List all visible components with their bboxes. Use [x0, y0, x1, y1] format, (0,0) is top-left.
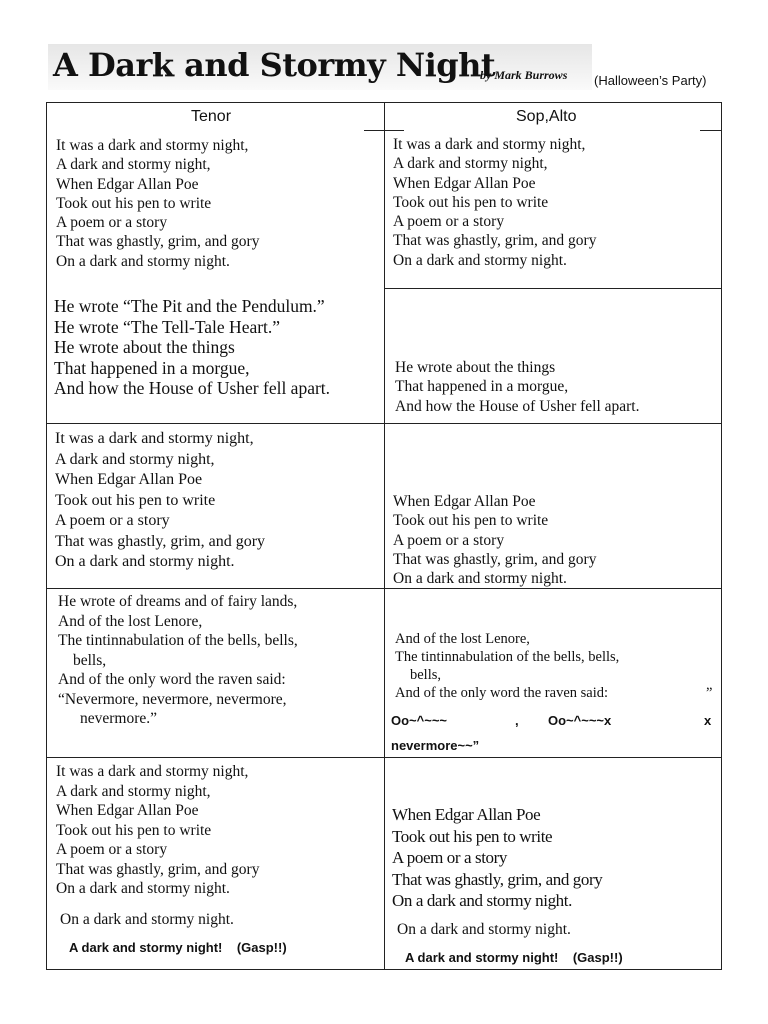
- lyric-line: He wrote about the things: [54, 337, 235, 358]
- lyric-line: He wrote about the things: [395, 359, 556, 376]
- sop-verse-2: [395, 358, 640, 416]
- lyric-line: That was ghastly, grim, and gory: [56, 860, 260, 878]
- sop-verse-5: [392, 804, 602, 912]
- lyric-line: When Edgar Allan Poe: [56, 175, 199, 193]
- lyric-line: That was ghastly, grim, and gory: [56, 233, 260, 251]
- lyric-line: On a dark and stormy night.: [393, 251, 567, 269]
- lyric-line: That was ghastly, grim, and gory: [393, 232, 597, 250]
- lyric-line: When Edgar Allan Poe: [392, 805, 541, 824]
- lyric-line: He wrote of dreams and of fairy lands,: [58, 593, 298, 610]
- lyric-line: A dark and stormy night,: [55, 450, 215, 468]
- lyric-line: And of the only word the raven said:: [58, 671, 286, 688]
- vocalise-comma: ,: [515, 713, 519, 728]
- lyric-line: He wrote “The Tell-Tale Heart.”: [54, 316, 281, 337]
- tenor-verse-3: [55, 429, 265, 573]
- column-header-sop-alto: Sop,Alto: [516, 108, 577, 125]
- column-divider: [384, 102, 385, 970]
- lyric-line: It was a dark and stormy night,: [56, 763, 249, 780]
- sop-gasp-line: A dark and stormy night! (Gasp!!): [405, 950, 623, 965]
- oo-vocalise-1: Oo~^~~~: [391, 713, 448, 728]
- lyric-line: A dark and stormy night,: [56, 156, 211, 174]
- header-tick: [700, 130, 722, 131]
- lyric-line: He wrote “The Pit and the Pendulum.”: [54, 296, 325, 316]
- sop-verse-3: [393, 492, 596, 588]
- lyric-line: A poem or a story: [393, 213, 505, 231]
- lyric-line: A poem or a story: [56, 841, 168, 858]
- lyric-line: bells,: [410, 667, 442, 683]
- lyric-line: When Edgar Allan Poe: [56, 802, 199, 819]
- byline: by Mark Burrows: [480, 68, 568, 82]
- lyric-line: The tintinnabulation of the bells, bells,: [58, 632, 298, 649]
- lyric-line: Took out his pen to write: [56, 821, 212, 839]
- row-divider: [46, 588, 722, 589]
- lyric-line: On a dark and stormy night.: [56, 880, 230, 897]
- lyric-line: Took out his pen to write: [55, 491, 216, 509]
- quote-mark: ”: [706, 685, 713, 701]
- tenor-verse-4: [58, 592, 298, 729]
- column-header-tenor: Tenor: [191, 108, 232, 125]
- lyric-line: A poem or a story: [55, 512, 170, 529]
- lyric-line: That happened in a morgue,: [395, 378, 569, 396]
- event-note: (Halloween’s Party): [594, 73, 707, 88]
- lyric-line: A dark and stormy night,: [393, 155, 548, 173]
- vocalise-x-mark: x: [704, 713, 712, 728]
- lyric-line: That was ghastly, grim, and gory: [55, 532, 266, 550]
- lyric-line: When Edgar Allan Poe: [393, 174, 536, 192]
- tenor-verse-2: [54, 296, 330, 399]
- header-tick: [364, 130, 404, 131]
- lyric-line: On a dark and stormy night.: [392, 891, 572, 910]
- row-tick: [364, 423, 404, 424]
- lyric-line: A poem or a story: [393, 531, 505, 549]
- sop-verse-4: [395, 630, 619, 702]
- lyric-line: That happened in a morgue,: [54, 357, 250, 378]
- lyric-line: It was a dark and stormy night,: [393, 136, 586, 153]
- lyric-line: And of the only word the raven said:: [395, 685, 609, 701]
- lyric-line: Took out his pen to write: [393, 512, 549, 530]
- lyric-line: Took out his pen to write: [393, 193, 549, 211]
- lyric-line: A poem or a story: [392, 848, 508, 867]
- lyric-line: Took out his pen to write: [392, 826, 553, 846]
- lyric-line: And how the House of Usher fell apart.: [54, 378, 331, 399]
- lyric-line: On a dark and stormy night.: [56, 252, 230, 270]
- lyric-line: A poem or a story: [56, 214, 168, 232]
- lyric-line: It was a dark and stormy night,: [56, 137, 249, 154]
- lyric-line: Took out his pen to write: [56, 194, 212, 212]
- lyric-line: The tintinnabulation of the bells, bells,: [395, 649, 620, 665]
- tenor-verse-5: [56, 762, 259, 899]
- lyric-line: nevermore.”: [80, 710, 158, 727]
- lyric-line: A dark and stormy night,: [56, 782, 211, 800]
- lyric-line: When Edgar Allan Poe: [393, 493, 536, 510]
- lyric-line: bells,: [73, 651, 107, 669]
- tenor-tail-line: On a dark and stormy night.: [60, 911, 234, 928]
- lyric-line: That was ghastly, grim, and gory: [392, 869, 603, 889]
- lyric-line: It was a dark and stormy night,: [55, 430, 254, 447]
- lyric-line: “Nevermore, nevermore, nevermore,: [58, 690, 287, 708]
- lyric-line: And of the lost Lenore,: [395, 631, 530, 647]
- lyric-line: That was ghastly, grim, and gory: [393, 550, 597, 568]
- row-divider: [46, 757, 722, 758]
- page-title: A Dark and Stormy Night: [53, 46, 496, 84]
- oo-vocalise-2: Oo~^~~~x: [548, 713, 612, 728]
- lyric-line: And how the House of Usher fell apart.: [395, 397, 640, 415]
- tenor-verse-1: [56, 136, 259, 271]
- sop-tail-line: On a dark and stormy night.: [397, 921, 571, 938]
- lyric-line: On a dark and stormy night.: [393, 570, 567, 588]
- row-divider: [384, 288, 722, 289]
- nevermore-vocalise: nevermore~~”: [391, 738, 480, 753]
- lyric-line: When Edgar Allan Poe: [55, 471, 203, 488]
- tenor-gasp-line: A dark and stormy night! (Gasp!!): [69, 940, 287, 955]
- sop-verse-1: [393, 135, 596, 270]
- lyric-line: On a dark and stormy night.: [55, 553, 235, 570]
- lyric-line: And of the lost Lenore,: [58, 612, 203, 630]
